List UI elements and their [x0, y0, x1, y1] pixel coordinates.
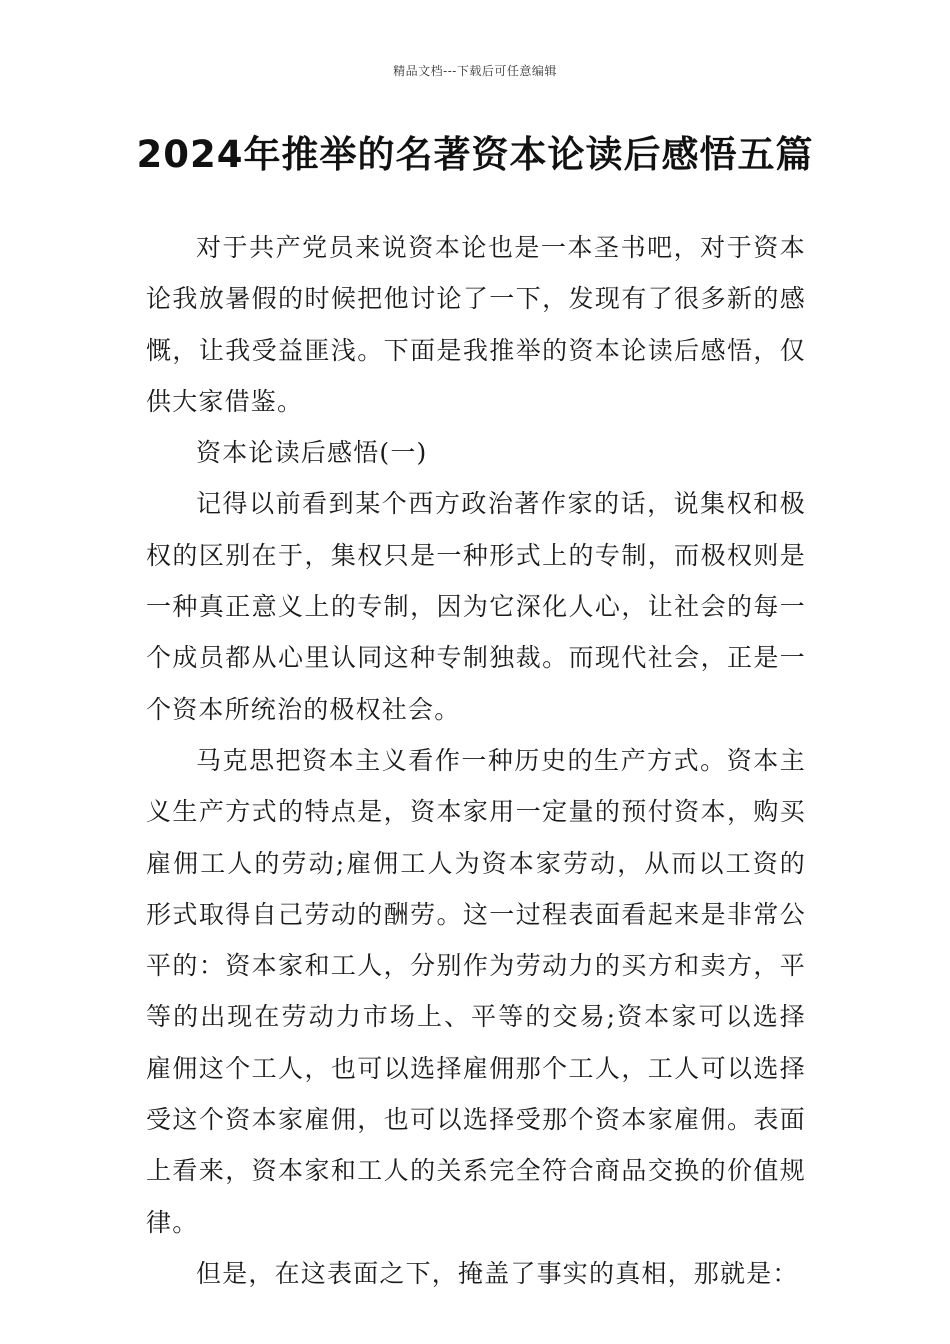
- section-heading: 资本论读后感悟(一): [196, 438, 428, 468]
- paragraph: 记得以前看到某个西方政治著作家的话，说集权和极权的区别在于，集权只是一种形式上的专制，而极权则是一种真正意义上的专制，因为它深化人心，让社会的每一个成员都从心里认同这种专制独裁。而现代社会，正是一个资本所统治的极权社会。: [146, 489, 806, 724]
- document-body: [146, 222, 806, 1299]
- page-header: 精品文档---下载后可任意编辑: [393, 64, 557, 78]
- paragraph-intro: 对于共产党员来说资本论也是一本圣书吧，对于资本论我放暑假的时候把他讨论了一下，发现有了很多新的感慨，让我受益匪浅。下面是我推举的资本论读后感悟，仅供大家借鉴。: [146, 233, 806, 416]
- paragraph: 马克思把资本主义看作一种历史的生产方式。资本主义生产方式的特点是，资本家用一定量的预付资本，购买雇佣工人的劳动;雇佣工人为资本家劳动，从而以工资的形式取得自己劳动的酬劳。这一过程表面看起来是非常公平的：资本家和工人，分别作为劳动力的买方和卖方，平等的出现在劳动力市场上、平等的交易;资本家可以选择雇佣这个工人，也可以选择雇佣那个工人，工人可以选择受这个资本家雇佣，也可以选择受那个资本家雇佣。表面上看来，资本家和工人的关系完全符合商品交换的价值规律。: [146, 745, 806, 1237]
- document-title: 2024年推举的名著资本论读后感悟五篇: [136, 133, 814, 176]
- paragraph: 但是，在这表面之下，掩盖了事实的真相，那就是：: [196, 1258, 799, 1288]
